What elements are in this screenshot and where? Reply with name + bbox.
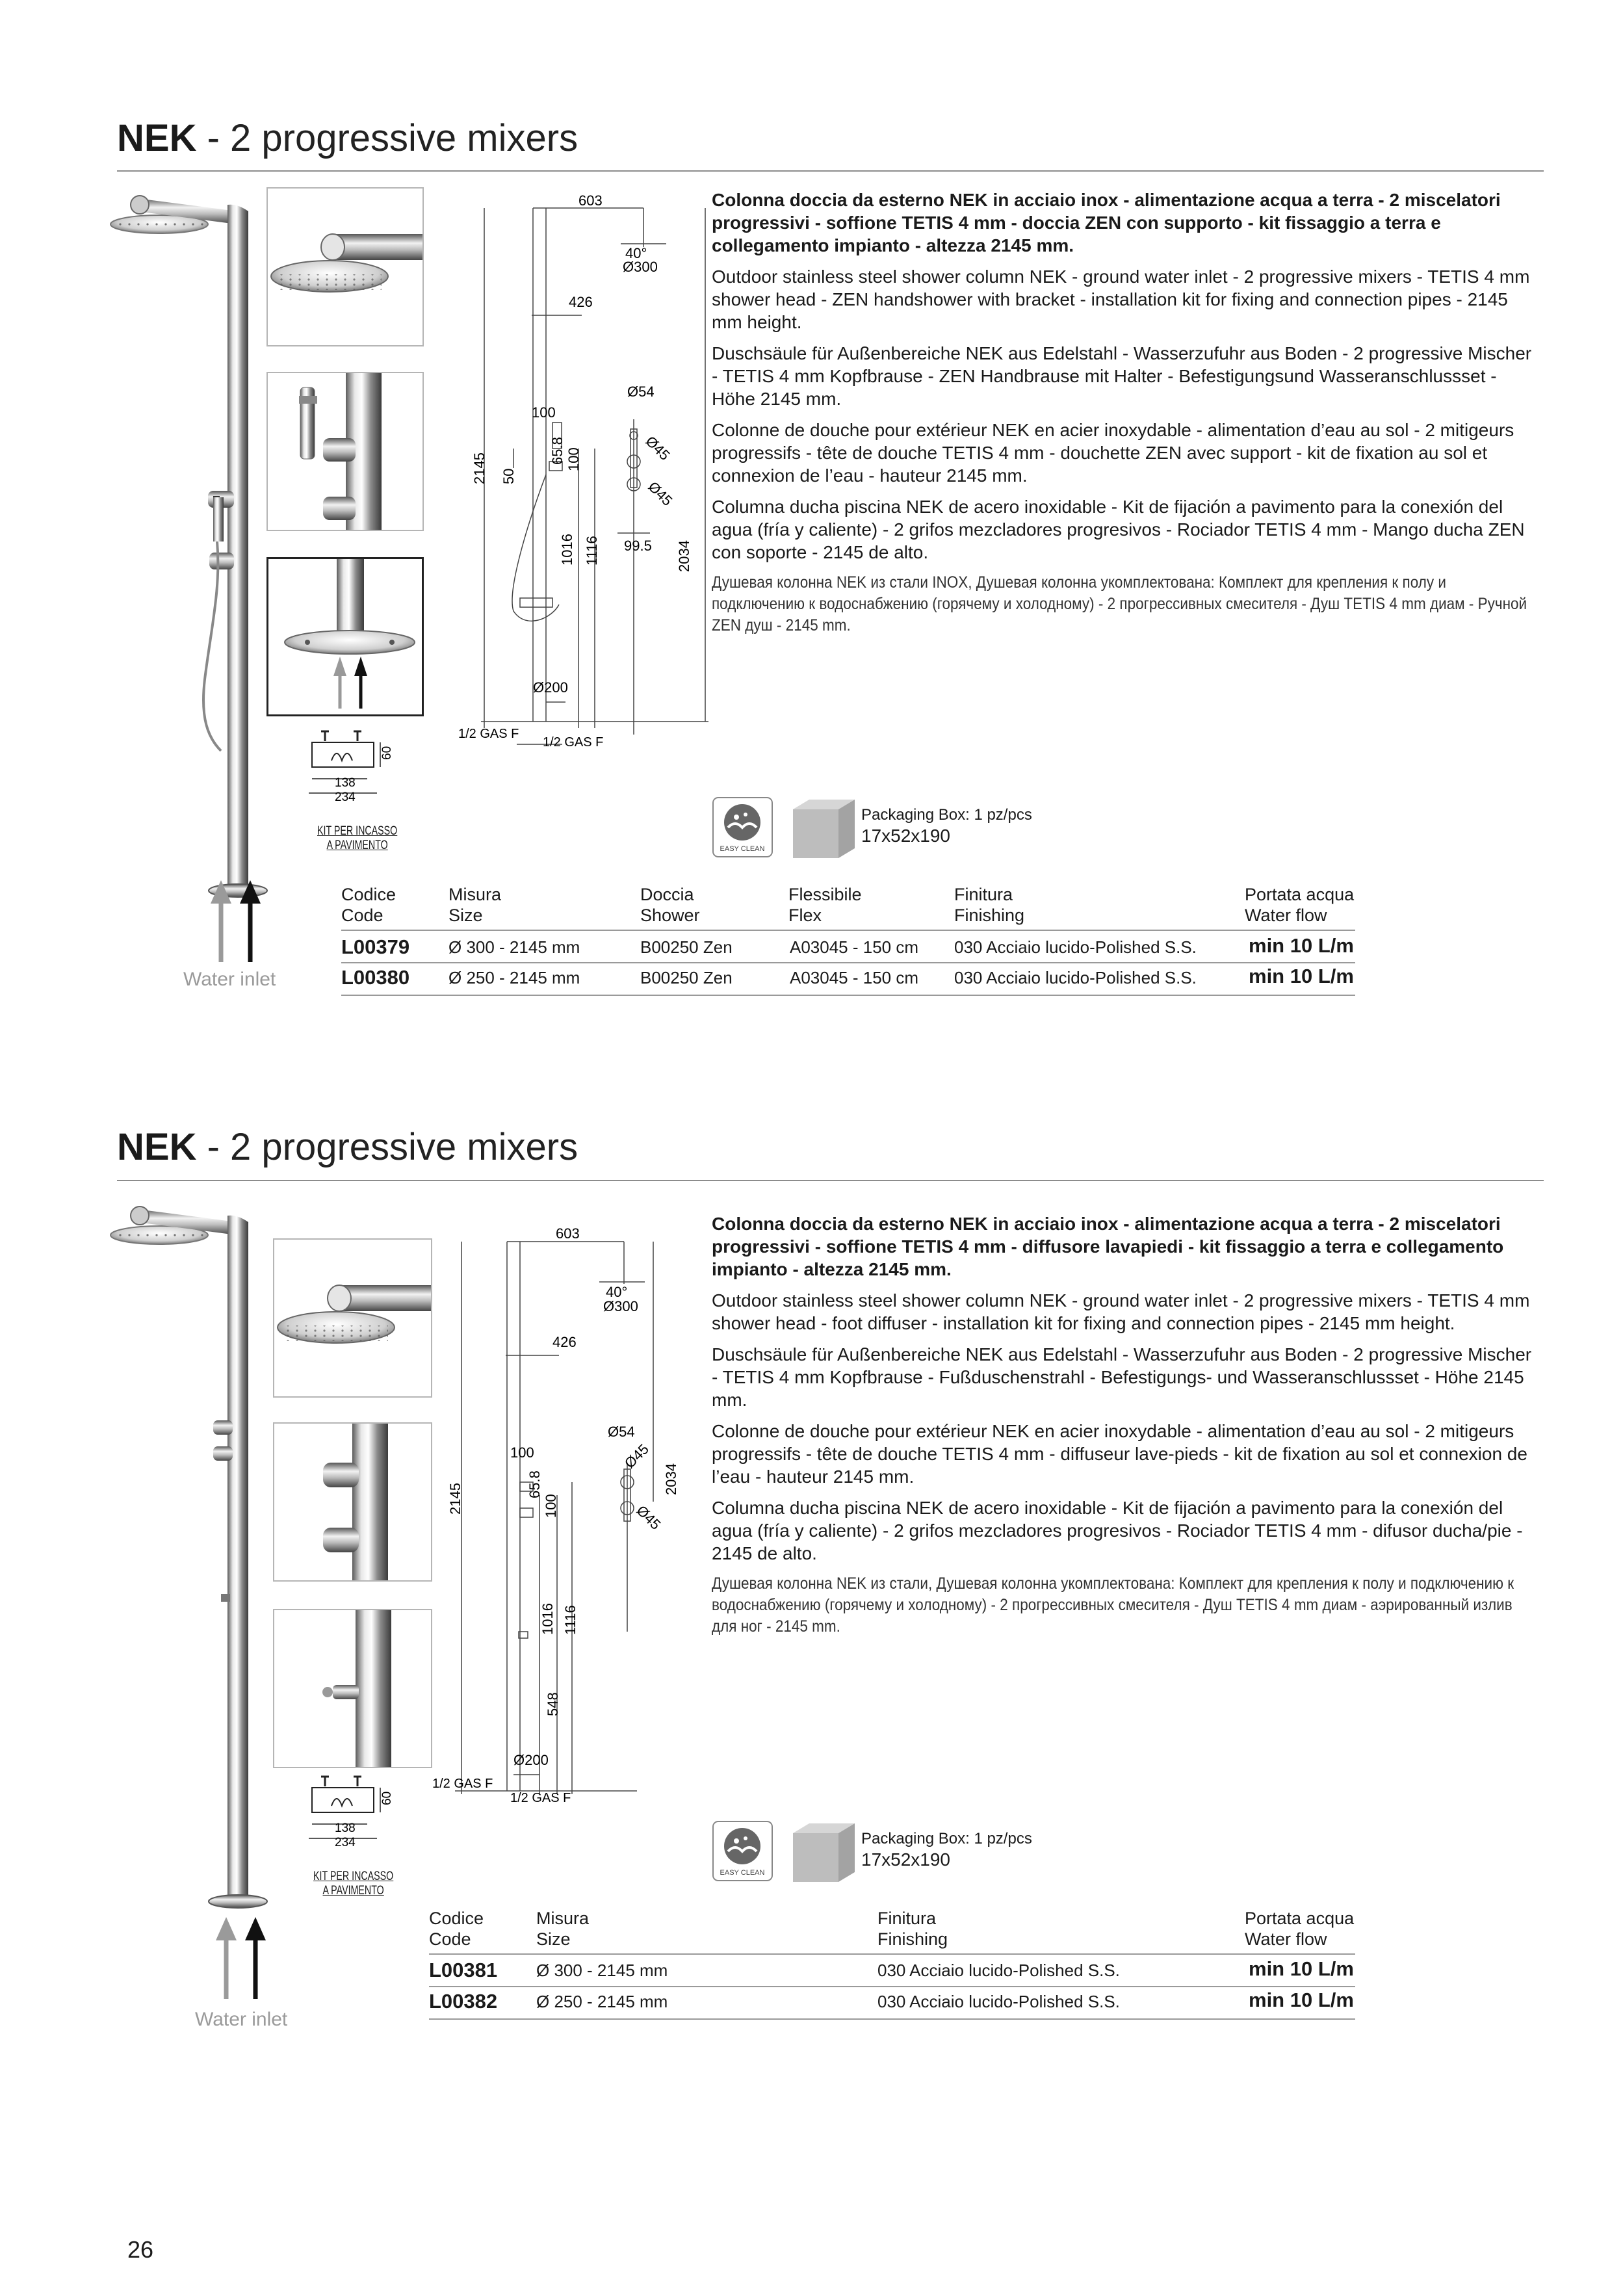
col-header-flex <box>788 884 862 926</box>
dim-2145: 2145 <box>471 452 487 484</box>
desc-german: Duschsäule für Außenbereiche NEK aus Edelstahl - Wasserzufuhr aus Boden - 2 progressive Mischer - TETIS 4 mm Kopfbrause - Fußduschenstrahl - Befestigungs- und Wasseranschlussset - Höhe 2145 mm. <box>712 1344 1532 1410</box>
dim-1016: 1016 <box>539 1603 556 1635</box>
dim-1116: 1116 <box>562 1605 578 1635</box>
col-header-line-2: Finishing <box>877 1929 948 1949</box>
col-header-line-2: Size <box>536 1929 571 1949</box>
dim-99-5: 99.5 <box>624 538 652 554</box>
packaging-label: Packaging Box: 1 pz/pcs <box>861 1830 1032 1847</box>
row-2-size: Ø 250 - 2145 mm <box>536 1992 668 2011</box>
row-2-flow: min 10 L/m <box>1249 1989 1354 2011</box>
col-header-line-2: Flex <box>788 906 822 925</box>
shower-column-photo <box>97 1196 286 1911</box>
row-1-code: L00379 <box>341 935 410 958</box>
easy-clean-text: EASY CLEAN <box>720 1869 765 1877</box>
dim-gas-1: 1/2 GAS F <box>432 1777 493 1791</box>
dim-40: 40° <box>606 1284 628 1300</box>
dim-45a: Ø45 <box>642 432 673 463</box>
col-header-code <box>341 884 396 926</box>
col-header-line-1: Doccia <box>640 885 694 904</box>
row-1-flow: min 10 L/m <box>1249 1957 1354 1980</box>
col-header-line-1: Misura <box>536 1909 590 1928</box>
dim-1116: 1116 <box>584 536 600 566</box>
detail-inset-showerhead <box>266 187 424 346</box>
row-2-finish: 030 Acciaio lucido-Polished S.S. <box>877 1992 1120 2011</box>
row-1-finish: 030 Acciaio lucido-Polished S.S. <box>877 1961 1120 1980</box>
desc-french: Colonne de douche pour extérieur NEK en acier inoxydable - alimentation d’eau au sol - 2 mitigeurs progressifs - tête de douche TETIS 4 mm - diffuseur lave-pieds - kit de fixation au sol et connexion de l’eau - hauteur 2145 mm. <box>712 1421 1527 1487</box>
water-inlet-label: Water inlet <box>183 969 276 990</box>
dim-gas-2: 1/2 GAS F <box>510 1791 571 1805</box>
col-header-line-2: Water flow <box>1245 906 1327 925</box>
dim-45b: Ø45 <box>633 1502 664 1533</box>
title-rule <box>117 170 1544 172</box>
dim-65-8: 65.8 <box>549 437 565 465</box>
col-header-shower <box>640 884 700 926</box>
row-1-flex: A03045 - 150 cm <box>790 937 919 957</box>
kit-dim-234: 234 <box>335 1836 356 1849</box>
brand-name: NEK <box>117 1126 197 1168</box>
dim-gas-2: 1/2 GAS F <box>543 735 604 750</box>
kit-dim-138: 138 <box>335 1821 356 1835</box>
desc-italian: Colonna doccia da esterno NEK in acciaio inox - alimentazione acqua a terra - 2 miscelatori progressivi - soffione TETIS 4 mm - doccia ZEN con supporto - kit fissaggio a terra e collegamento impianto - altezza 2145 mm. <box>712 190 1501 255</box>
detail-inset-base-plate <box>266 557 424 716</box>
section-title <box>117 116 578 161</box>
kit-dim-60: 60 <box>380 746 394 760</box>
floor-kit-drawing <box>305 1773 409 1864</box>
dim-65-8: 65.8 <box>526 1470 543 1498</box>
kit-label-line-1: KIT PER INCASSO <box>313 1870 394 1883</box>
water-inlet-arrows <box>201 878 273 962</box>
desc-english: Outdoor stainless steel shower column NEK - ground water inlet - 2 progressive mixers - TETIS 4 mm shower head - foot diffuser - installation kit for fixing and connection pipes - 2145 mm height. <box>712 1290 1530 1333</box>
easy-clean-icon <box>712 1820 773 1882</box>
col-header-line-2: Code <box>429 1929 471 1949</box>
row-1-code: L00381 <box>429 1959 498 1981</box>
row-1-size: Ø 300 - 2145 mm <box>448 937 580 957</box>
row-2-flex: A03045 - 150 cm <box>790 968 919 987</box>
row-1-size: Ø 300 - 2145 mm <box>536 1961 668 1980</box>
floor-kit-drawing <box>305 728 409 819</box>
desc-french: Colonne de douche pour extérieur NEK en acier inoxydable - alimentation d’eau au sol - 2 mitigeurs progressifs - tête de douche TETIS 4 mm - douchette ZEN avec support - kit de fixation au sol et connexion de l’eau - hauteur 2145 mm. <box>712 420 1514 486</box>
col-header-line-2: Code <box>341 906 383 925</box>
kit-label-line-2: A PAVIMENTO <box>322 1884 384 1898</box>
dim-100: 100 <box>510 1444 534 1461</box>
col-header-line-2: Shower <box>640 906 700 925</box>
technical-drawing <box>455 189 715 774</box>
dim-300: Ø300 <box>623 259 658 275</box>
packaging-box-icon <box>793 800 858 858</box>
brand-name: NEK <box>117 117 197 159</box>
col-header-finishing <box>877 1908 948 1950</box>
product-description <box>712 189 1534 645</box>
table-rule <box>429 1953 1355 1955</box>
col-header-line-1: Portata acqua <box>1245 885 1355 904</box>
dim-603: 603 <box>578 192 603 209</box>
row-2-code: L00380 <box>341 966 410 989</box>
row-1-flow: min 10 L/m <box>1249 934 1354 957</box>
dim-54: Ø54 <box>608 1424 635 1440</box>
water-inlet-arrows <box>207 1914 278 1999</box>
table-rule <box>341 995 1355 996</box>
desc-english: Outdoor stainless steel shower column NEK - ground water inlet - 2 progressive mixers - TETIS 4 mm shower head - ZEN handshower with bracket - installation kit for fixing and connection pipes - 2145 mm height. <box>712 267 1530 332</box>
dim-603: 603 <box>556 1225 580 1242</box>
dim-200: Ø200 <box>513 1752 549 1768</box>
packaging-box-icon <box>793 1823 858 1882</box>
row-2-finish: 030 Acciaio lucido-Polished S.S. <box>954 968 1197 987</box>
desc-spanish: Columna ducha piscina NEK de acero inoxidable - Kit de fijación a pavimento para la conexión del agua (fría y caliente) - 2 grifos mezcladores progresivos - Rociador TETIS 4 mm - Mango ducha ZEN con soporte - 2145 de alto. <box>712 497 1525 562</box>
dim-54: Ø54 <box>627 384 655 400</box>
col-header-finishing <box>954 884 1024 926</box>
desc-russian: Душевая колонна NEK из стали, Душевая колонна укомплектована: Комплект для крепления к полу и подключению к водоснабжению (горячему и холодному) - 2 прогрессивных смесителя - Душ TETIS 4 mm диам - аэрированный излив для ног - 2145 mm. <box>712 1574 1514 1636</box>
dim-gas-1: 1/2 GAS F <box>458 727 519 741</box>
table-rule <box>429 2018 1355 2020</box>
easy-clean-icon <box>712 796 773 858</box>
section-title <box>117 1125 578 1170</box>
col-header-size <box>536 1908 589 1950</box>
desc-german: Duschsäule für Außenbereiche NEK aus Edelstahl - Wasserzufuhr aus Boden - 2 progressive Mischer - TETIS 4 mm Kopfbrause - ZEN Handbrause mit Halter - Befestigungsund Wasseranschlussset - Höhe 2145 mm. <box>712 343 1532 409</box>
easy-clean-text: EASY CLEAN <box>720 845 765 853</box>
technical-drawing <box>429 1222 702 1820</box>
dim-45a: Ø45 <box>621 1441 652 1472</box>
col-header-line-1: Finitura <box>954 885 1013 904</box>
row-1-shower: B00250 Zen <box>640 937 733 957</box>
detail-inset-mixers <box>266 372 424 531</box>
dim-426: 426 <box>569 294 593 310</box>
desc-italian: Colonna doccia da esterno NEK in acciaio inox - alimentazione acqua a terra - 2 miscelatori progressivi - soffione TETIS 4 mm - diffusore lavapiedi - kit fissaggio a terra e collegamento impianto - altezza 2145 mm. <box>712 1214 1504 1279</box>
col-header-code <box>429 1908 484 1950</box>
packaging-value: 17x52x190 <box>861 1849 951 1870</box>
dim-40: 40° <box>625 245 647 261</box>
row-2-flow: min 10 L/m <box>1249 965 1354 987</box>
dim-548: 548 <box>545 1692 561 1716</box>
dim-50: 50 <box>500 468 517 484</box>
dim-1016: 1016 <box>559 534 575 566</box>
col-header-line-1: Finitura <box>877 1909 937 1928</box>
kit-label <box>317 824 397 853</box>
dim-2145: 2145 <box>447 1483 463 1515</box>
dim-2034: 2034 <box>663 1463 679 1495</box>
col-header-line-1: Misura <box>448 885 502 904</box>
title-rule <box>117 1180 1544 1181</box>
col-header-line-2: Finishing <box>954 906 1025 925</box>
col-header-line-1: Codice <box>429 1909 484 1928</box>
section-subtitle: - 2 progressive mixers <box>196 1126 578 1168</box>
page-number: 26 <box>127 2236 154 2263</box>
dim-2034: 2034 <box>676 540 692 572</box>
col-header-water-flow <box>1245 884 1354 926</box>
kit-label <box>313 1870 393 1898</box>
shower-column-photo <box>97 185 286 900</box>
water-inlet-label: Water inlet <box>195 2009 288 2030</box>
dim-100: 100 <box>532 404 556 421</box>
kit-dim-138: 138 <box>335 776 356 790</box>
dim-426: 426 <box>552 1334 577 1350</box>
kit-label-line-2: A PAVIMENTO <box>326 839 388 852</box>
row-2-shower: B00250 Zen <box>640 968 733 987</box>
kit-label-line-1: KIT PER INCASSO <box>317 824 398 838</box>
dim-200: Ø200 <box>533 679 568 696</box>
col-header-line-1: Portata acqua <box>1245 1909 1355 1928</box>
desc-spanish: Columna ducha piscina NEK de acero inoxidable - Kit de fijación a pavimento para la conexión del agua (fría y caliente) - 2 grifos mezcladores progresivos - Rociador TETIS 4 mm - difusor ducha/pie - 2145 de alto. <box>712 1498 1523 1563</box>
desc-russian: Душевая колонна NEK из стали INOX, Душевая колонна укомплектована: Комплект для крепления к полу и подключению к водоснабжению (горячему и холодному) - 2 прогрессивных смесителя - Душ TETIS 4 mm диам - Ручной ZEN душ - 2145 mm. <box>712 573 1527 634</box>
dim-100b: 100 <box>543 1494 559 1518</box>
col-header-line-1: Codice <box>341 885 396 904</box>
table-rule <box>341 930 1355 931</box>
col-header-size <box>448 884 501 926</box>
row-1-finish: 030 Acciaio lucido-Polished S.S. <box>954 937 1197 957</box>
dim-300: Ø300 <box>603 1298 638 1314</box>
col-header-line-1: Flessibile <box>788 885 862 904</box>
dim-45b: Ø45 <box>645 478 676 509</box>
packaging-value: 17x52x190 <box>861 826 951 846</box>
table-rule <box>429 1986 1355 1987</box>
detail-inset-foot-diffuser <box>273 1609 432 1768</box>
row-2-size: Ø 250 - 2145 mm <box>448 968 580 987</box>
row-2-code: L00382 <box>429 1990 498 2013</box>
product-description <box>712 1212 1534 1646</box>
packaging-label: Packaging Box: 1 pz/pcs <box>861 806 1032 824</box>
dim-100b: 100 <box>565 447 582 471</box>
col-header-line-2: Water flow <box>1245 1929 1327 1949</box>
section-subtitle: - 2 progressive mixers <box>196 117 578 159</box>
table-rule <box>341 962 1355 963</box>
detail-inset-showerhead <box>273 1238 432 1398</box>
kit-dim-60: 60 <box>380 1791 394 1805</box>
detail-inset-mixers <box>273 1422 432 1582</box>
col-header-line-2: Size <box>448 906 483 925</box>
col-header-water-flow <box>1245 1908 1354 1950</box>
kit-dim-234: 234 <box>335 790 356 804</box>
